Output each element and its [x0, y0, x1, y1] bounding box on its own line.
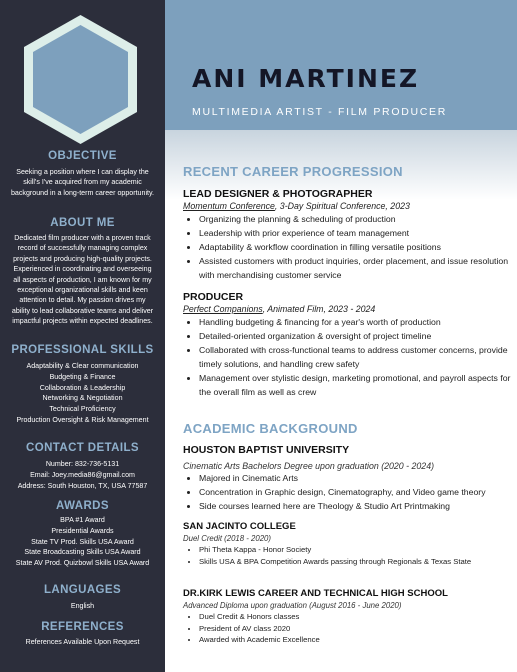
- awards-heading: AWARDS: [56, 500, 109, 512]
- school-bullets: [199, 611, 511, 646]
- candidate-name: ANI MARTINEZ: [192, 64, 420, 93]
- job-subtitle: [183, 201, 410, 211]
- school-bullet: • Skills USA & BPA Competition Awards passing through Regionals & Texas State: [199, 556, 511, 568]
- about-text: Dedicated film producer with a proven track record of successfully managing complex projects and producing high-quality projects. Experienced in coordinating and overseeing all aspects of production, I am known for my exceptional organizational skills and keen attention to detail. My passion drives my ability to lead collaborative teams and deliver impactful projects within expected deadlines.: [11, 234, 154, 326]
- skills-heading: PROFESSIONAL SKILLS: [11, 344, 154, 356]
- job-bullet: • Assisted customers with product inquiries, order placement, and issue resolution with merchandising customer service: [199, 254, 511, 282]
- school-bullet: • Duel Credit & Honors classes: [199, 611, 511, 623]
- job-bullets: [199, 212, 511, 282]
- skill-item: Budgeting & Finance: [49, 372, 116, 381]
- skill-item: Production Oversight & Risk Management: [16, 415, 149, 424]
- school-bullet: • President of AV class 2020: [199, 623, 511, 635]
- job-bullets: [199, 315, 511, 399]
- skill-item: Technical Proficiency: [49, 405, 116, 414]
- award-item: Presidential Awards: [51, 526, 114, 535]
- candidate-subtitle: MULTIMEDIA ARTIST - FILM PRODUCER: [192, 106, 448, 118]
- contact-address: Address: South Houston, TX, USA 77587: [17, 481, 148, 490]
- school-bullets: [199, 544, 511, 567]
- school-degree: Cinematic Arts Bachelors Degree upon graduation (2020 - 2024): [183, 461, 435, 471]
- language-item: English: [70, 602, 95, 610]
- school-bullet: • Phi Theta Kappa - Honor Society: [199, 544, 511, 556]
- school-name: DR.KIRK LEWIS CAREER AND TECHNICAL HIGH SCHOOL: [183, 588, 448, 599]
- award-item: State Broadcasting Skills USA Award: [24, 548, 141, 557]
- job-org: Momentum Conference: [183, 201, 275, 211]
- references-text: References Available Upon Request: [25, 638, 140, 646]
- job-subtitle: [183, 304, 375, 314]
- contact-list: [6, 459, 159, 491]
- school-bullets: [199, 471, 511, 513]
- awards-list: [6, 515, 159, 569]
- school-bullet: • Majored in Cinematic Arts: [199, 471, 511, 485]
- school-bullet: • Awarded with Academic Excellence: [199, 634, 511, 646]
- profile-hexagon: [13, 12, 148, 147]
- skill-item: Adaptability & Clear communication: [26, 362, 139, 370]
- skill-item: Networking & Negotiation: [42, 394, 123, 403]
- contact-heading: CONTACT DETAILS: [26, 442, 139, 454]
- school-degree: Duel Credit (2018 - 2020): [183, 534, 271, 543]
- objective-text: Seeking a position where I can display the skill's I've acquired from my academic background in a long-term career opportunity.: [10, 168, 154, 197]
- award-item: BPA #1 Award: [60, 516, 105, 524]
- job-bullet: • Management over stylistic design, marketing promotional, and payroll aspects for the overall film as well as crew: [199, 371, 511, 399]
- job-bullet: • Collaborated with cross-functional teams to address customer concerns, provide timely solutions, and handling crew safety: [199, 343, 511, 371]
- job-title: LEAD DESIGNER & PHOTOGRAPHER: [183, 188, 373, 200]
- school-name: SAN JACINTO COLLEGE: [183, 521, 296, 532]
- job-org: Perfect Companions: [183, 304, 263, 314]
- skill-item: Collaboration & Leadership: [39, 383, 126, 392]
- career-heading: RECENT CAREER PROGRESSION: [183, 164, 403, 179]
- job-bullet: • Leadership with prior experience of team management: [199, 226, 511, 240]
- academic-heading: ACADEMIC BACKGROUND: [183, 421, 358, 436]
- job-detail: , Animated Film, 2023 - 2024: [262, 304, 376, 314]
- languages-list: [6, 601, 159, 612]
- school-degree: Advanced Diploma upon graduation (August 2016 - June 2020): [183, 601, 402, 610]
- school-bullet: • Side courses learned here are Theology & Studio Art Printmaking: [199, 499, 511, 513]
- school-bullet: • Concentration in Graphic design, Cinematography, and Video game theory: [199, 485, 511, 499]
- school-name: HOUSTON BAPTIST UNIVERSITY: [183, 444, 350, 456]
- job-bullet: • Detailed-oriented organization & oversight of project timeline: [199, 329, 511, 343]
- job-bullet: • Organizing the planning & scheduling of production: [199, 212, 511, 226]
- award-item: State TV Prod. Skills USA Award: [31, 537, 134, 546]
- award-item: State AV Prod. Quizbowl Skills USA Award: [15, 559, 150, 568]
- languages-heading: LANGUAGES: [43, 584, 122, 596]
- about-heading: ABOUT ME: [50, 217, 115, 229]
- objective-heading: OBJECTIVE: [48, 150, 117, 162]
- job-bullet: • Handling budgeting & financing for a year's worth of production: [199, 315, 511, 329]
- contact-phone: Number: 832-736-5131: [45, 460, 120, 468]
- job-detail: , 3-Day Spiritual Conference, 2023: [274, 201, 410, 211]
- job-title: PRODUCER: [183, 291, 244, 303]
- job-bullet: • Adaptability & workflow coordination in filling versatile positions: [199, 240, 511, 254]
- skills-list: [6, 361, 159, 426]
- contact-email: Email: Joey.media86@gmail.com: [30, 470, 135, 479]
- references-heading: REFERENCES: [41, 621, 124, 633]
